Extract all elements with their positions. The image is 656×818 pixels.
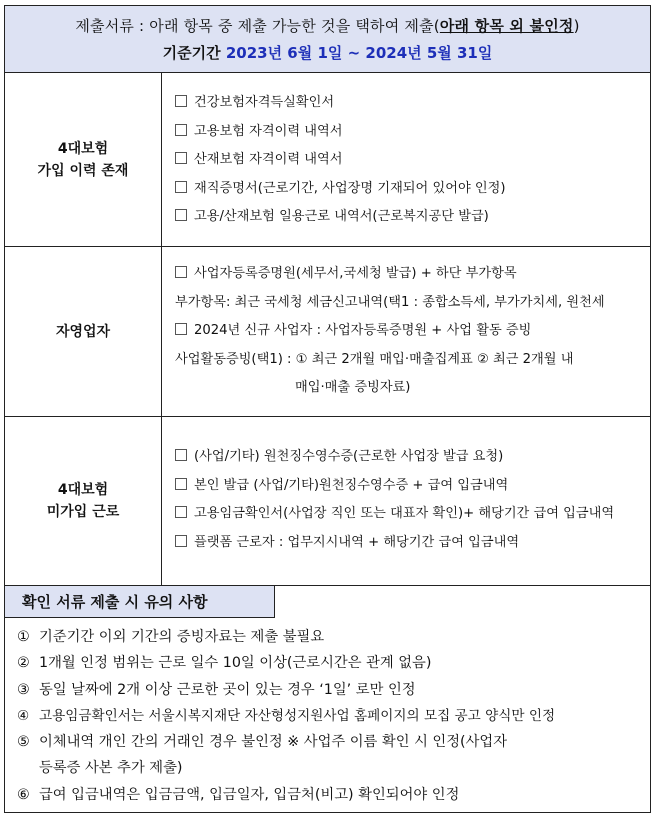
list-item: 고용보험 자격이력 내역서 — [175, 118, 646, 147]
note-item: ⑥ 급여 입금내역은 입금금액, 입금일자, 입금처(비고) 확인되어야 인정 — [17, 786, 460, 803]
checkbox-icon — [175, 209, 187, 221]
note-item: ③ 동일 날짜에 2개 이상 근로한 곳이 있는 경우 ‘1일’ 로만 인정 — [17, 681, 416, 698]
note-item: ① 기준기간 이외 기간의 증빙자료는 제출 불필요 — [17, 629, 325, 645]
submission-instruction: 제출서류 : 아래 항목 중 제출 가능한 것을 택하여 제출(아래 항목 외 불인정) — [75, 17, 580, 35]
document-list — [175, 89, 646, 232]
notes-title: 확인 서류 제출 시 유의 사항 — [5, 586, 275, 618]
reference-period: 기준기간 2023년 6월 1일 ~ 2024년 5월 31일 — [162, 44, 493, 62]
section-category: 4대보험 미가입 근로 — [5, 417, 162, 585]
checkbox-icon — [175, 181, 187, 193]
checkbox-icon — [175, 266, 187, 278]
list-item: 재직증명서(근로기간, 사업장명 기재되어 있어야 인정) — [175, 175, 646, 204]
not-accepted-note: 아래 항목 외 불인정 — [439, 17, 574, 35]
list-item: 고용임금확인서(사업장 직인 또는 대표자 확인)+ 해당기간 급여 입금내역 — [175, 500, 646, 529]
note-item: ④ 고용임금확인서는 서울시복지재단 자산형성지원사업 홈페이지의 모집 공고 양식만 인정 — [17, 707, 556, 724]
note-item: ② 1개월 인정 범위는 근로 일수 10일 이상(근로시간은 관계 없음) — [17, 655, 432, 672]
section-self-employed — [5, 247, 650, 417]
list-item: 건강보험자격득실확인서 — [175, 89, 646, 118]
list-item: 고용/산재보험 일용근로 내역서(근로복지공단 발급) — [175, 203, 646, 232]
document-list — [175, 260, 646, 403]
list-item: 부가항목: 최근 국세청 세금신고내역(택1 : 종합소득세, 부가가치세, 원천세 — [175, 294, 605, 310]
header-banner — [5, 6, 650, 73]
note-item: ⑤ 이체내역 개인 간의 거래인 경우 불인정 ※ 사업주 이름 확인 시 인정(사업자 — [17, 734, 508, 751]
checkbox-icon — [175, 323, 187, 335]
checkbox-icon — [175, 478, 187, 490]
list-item: (사업/기타) 원천징수영수증(근로한 사업장 발급 요청) — [175, 443, 646, 472]
checkbox-icon — [175, 449, 187, 461]
checkbox-icon — [175, 506, 187, 518]
list-item: 사업활동증빙(택1) : ① 최근 2개월 매입·매출집계표 ② 최근 2개월 내 — [175, 351, 574, 367]
note-item-continuation: 등록증 사본 추가 제출) — [39, 760, 183, 777]
list-item: 2024년 신규 사업자 : 사업자등록증명원 + 사업 활동 증빙 — [175, 317, 646, 346]
section-category: 4대보험 가입 이력 존재 — [5, 73, 162, 246]
checkbox-icon — [175, 95, 187, 107]
section-uninsured-work — [5, 417, 650, 586]
notes-list — [17, 624, 644, 808]
checkbox-icon — [175, 535, 187, 547]
reference-period-dates: 2023년 6월 1일 ~ 2024년 5월 31일 — [225, 44, 493, 62]
list-item: 매입·매출 증빙자료) — [295, 380, 411, 395]
section-category: 자영업자 — [5, 247, 162, 416]
list-item: 산재보험 자격이력 내역서 — [175, 146, 646, 175]
checkbox-icon — [175, 124, 187, 136]
list-item: 사업자등록증명원(세무서,국세청 발급) + 하단 부가항목 — [175, 260, 646, 289]
list-item: 플랫폼 근로자 : 업무지시내역 + 해당기간 급여 입금내역 — [175, 529, 646, 558]
document-list — [175, 443, 646, 557]
document-frame — [4, 5, 651, 813]
section-insured-history — [5, 73, 650, 247]
checkbox-icon — [175, 152, 187, 164]
list-item: 본인 발급 (사업/기타)원천징수영수증 + 급여 입금내역 — [175, 472, 646, 501]
